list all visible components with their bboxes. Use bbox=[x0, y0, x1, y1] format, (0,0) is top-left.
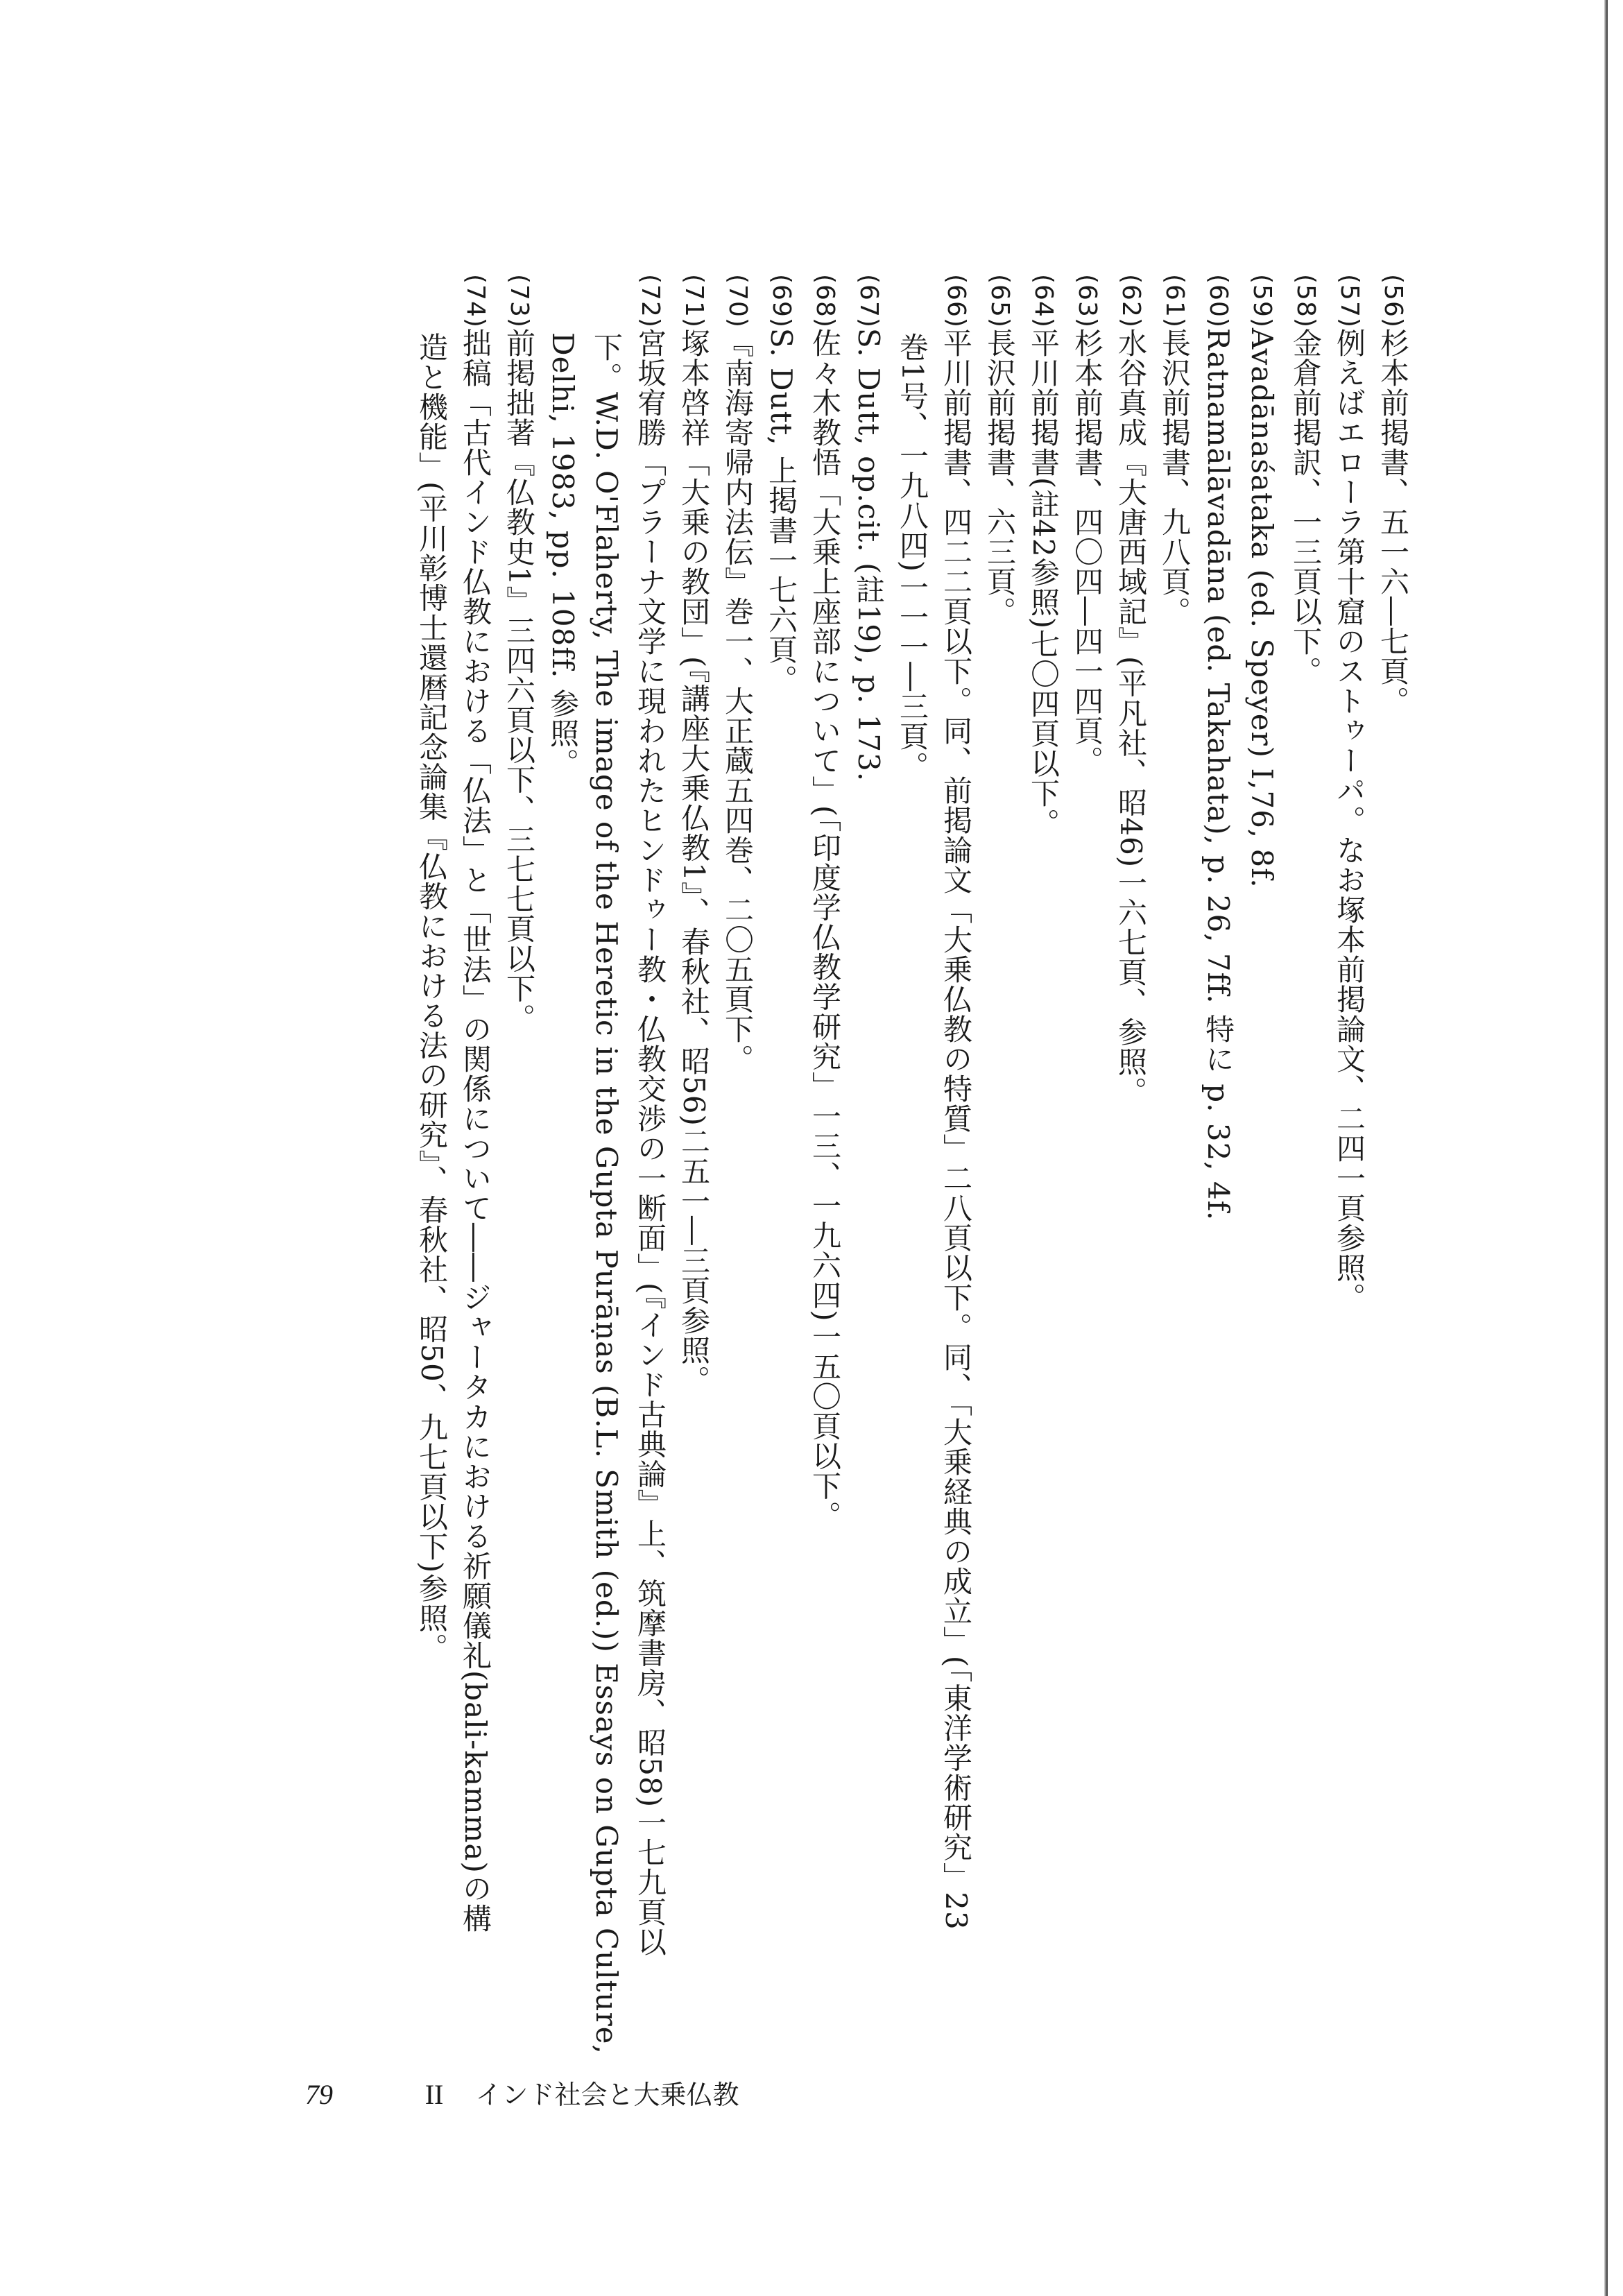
note-68 bbox=[803, 274, 847, 2091]
note-61 bbox=[1153, 274, 1196, 2091]
note-number: (71) bbox=[680, 274, 708, 328]
note-text: Ratnamālāvadāna (ed. Takahata), p. 26, 7ff. 特に p. 32, 4f. bbox=[1201, 327, 1235, 1222]
note-60 bbox=[1196, 274, 1240, 2091]
note-number: (56) bbox=[1379, 274, 1407, 328]
note-number: (70) bbox=[723, 274, 752, 328]
note-text: 巻1号、一九八四)一一一―三頁。 bbox=[895, 332, 929, 782]
note-number: (62) bbox=[1117, 274, 1145, 328]
note-number: (59) bbox=[1248, 274, 1276, 328]
note-text: Delhi, 1983, pp. 108ff. 参照。 bbox=[546, 332, 580, 778]
note-text: 長沢前掲書、九八頁。 bbox=[1158, 327, 1192, 626]
note-57 bbox=[1328, 274, 1371, 2091]
note-text: 平川前掲書(註42参照)七〇四頁以下。 bbox=[1027, 327, 1060, 839]
note-69 bbox=[759, 274, 803, 2091]
note-72 bbox=[628, 274, 672, 2091]
note-text: 拙稿「古代インド仏教における「仏法」と「世法」の関係について――ジャータカにおける祈願儀礼(bali-kamma)の構 bbox=[458, 327, 492, 1933]
note-number: (66) bbox=[942, 274, 970, 328]
note-74 bbox=[454, 274, 497, 2091]
note-text: 前掲拙著『仏教史1』三四六頁以下、三七七頁以下。 bbox=[502, 327, 536, 1034]
note-text: 水谷真成『大唐西域記』(平凡社、昭46)一六七頁、参照。 bbox=[1114, 327, 1148, 1107]
note-65 bbox=[978, 274, 1022, 2091]
note-number: (73) bbox=[505, 274, 533, 328]
note-text: 金倉前掲訳、一三頁以下。 bbox=[1289, 327, 1323, 686]
note-text: 佐々木教悟「大乗上座部について」(「印度学仏教学研究」一三、一九六四)一五〇頁以下。 bbox=[808, 327, 842, 1531]
note-73 bbox=[497, 274, 541, 2091]
note-70 bbox=[716, 274, 759, 2091]
note-number: (61) bbox=[1160, 274, 1189, 328]
note-text: 『南海寄帰内法伝』巻一、大正蔵五四巻、二〇五頁下。 bbox=[721, 327, 755, 1074]
endnotes-column bbox=[410, 274, 1415, 2091]
note-text: 平川前掲書、四二二頁以下。同、前掲論文「大乗仏教の特質」二八頁以下。同、「大乗経典の成立」(「東洋学術研究」23 bbox=[939, 327, 973, 1930]
page-footer bbox=[305, 2074, 929, 2116]
page-edge bbox=[1604, 0, 1608, 2296]
note-74-continuation bbox=[410, 274, 454, 2091]
note-59 bbox=[1240, 274, 1284, 2091]
note-71 bbox=[672, 274, 716, 2091]
note-67 bbox=[847, 274, 891, 2091]
note-63 bbox=[1065, 274, 1109, 2091]
note-text: 杉本前掲書、四〇四―四一四頁。 bbox=[1070, 327, 1104, 776]
note-58 bbox=[1284, 274, 1328, 2091]
note-62 bbox=[1109, 274, 1153, 2091]
note-number: (64) bbox=[1029, 274, 1058, 328]
note-number: (60) bbox=[1204, 274, 1233, 328]
note-text: 宮坂宥勝「プラーナ文学に現われたヒンドゥー教・仏教交渉の一断面」(『インド古典論』上、筑摩書房、昭58)一七九頁以 bbox=[633, 327, 667, 1957]
note-number: (63) bbox=[1073, 274, 1101, 328]
note-number: (69) bbox=[767, 274, 796, 328]
note-number: (57) bbox=[1335, 274, 1364, 328]
note-text: 長沢前掲書、六三頁。 bbox=[983, 327, 1017, 626]
note-text: S. Dutt, 上掲書一七六頁。 bbox=[764, 327, 798, 695]
note-number: (65) bbox=[986, 274, 1014, 328]
note-56 bbox=[1371, 274, 1415, 2091]
note-text: 造と機能」(平川彰博士還暦記念論集『仏教における法の研究』、春秋社、昭50、九七頁以下)参照。 bbox=[415, 332, 449, 1663]
note-text: 塚本啓祥「大乗の教団」(『講座大乗仏教1』、春秋社、昭56)二五一―三頁参照。 bbox=[677, 327, 711, 1395]
note-number: (74) bbox=[461, 274, 490, 328]
section-number: II bbox=[424, 2079, 444, 2110]
note-text: Avadānaśataka (ed. Speyer) I,76, 8f. bbox=[1245, 327, 1279, 889]
note-text: 下。W.D. O'Flaherty, The image of the Heretic in the Gupta Purāṇas (B.L. Smith (ed.)) Essays on Gupta Culture, bbox=[590, 332, 624, 2055]
running-title: インド社会と大乗仏教 bbox=[475, 2080, 739, 2110]
note-66-continuation bbox=[891, 274, 934, 2091]
note-number: (72) bbox=[636, 274, 664, 328]
note-number: (68) bbox=[811, 274, 839, 328]
note-text: 例えばエローラ第十窟のストゥーパ。なお塚本前掲論文、二四一頁参照。 bbox=[1332, 327, 1366, 1312]
note-number: (58) bbox=[1291, 274, 1320, 328]
note-text: 杉本前掲書、五一六―七頁。 bbox=[1376, 327, 1410, 716]
note-number: (67) bbox=[855, 274, 883, 328]
note-72-continuation bbox=[541, 274, 585, 2091]
note-64 bbox=[1022, 274, 1065, 2091]
note-text: S. Dutt, op.cit. (註19), p. 173. bbox=[852, 327, 886, 782]
note-66 bbox=[934, 274, 978, 2091]
note-72-continuation bbox=[585, 274, 628, 2091]
page-number: 79 bbox=[305, 2079, 333, 2110]
